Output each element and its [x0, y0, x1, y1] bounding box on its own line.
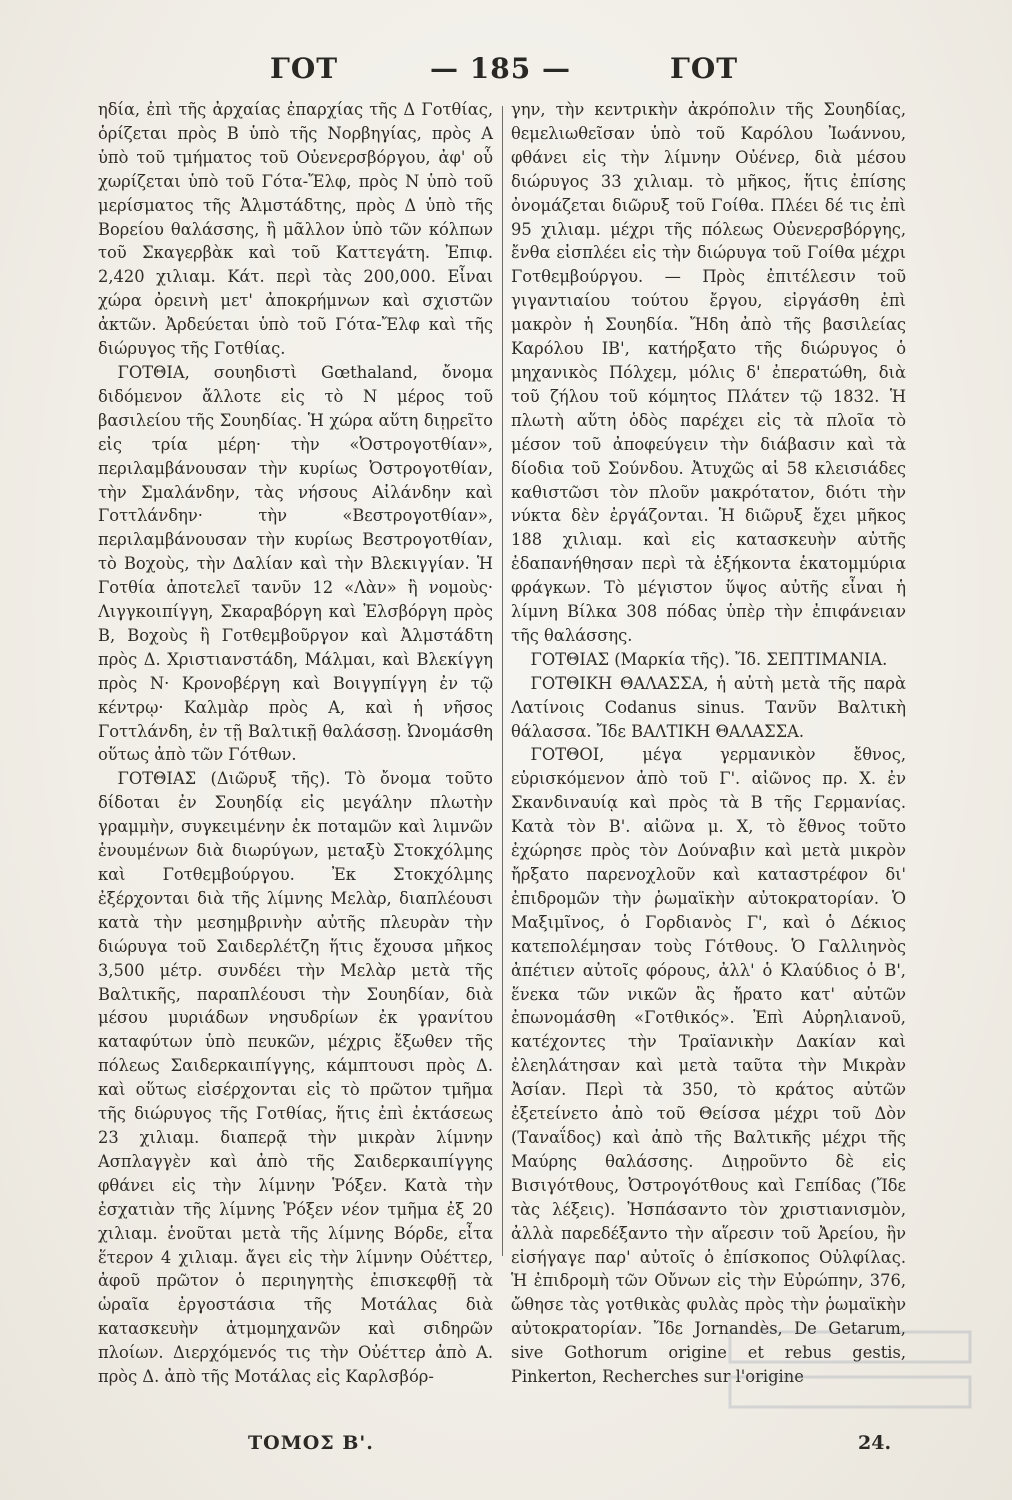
paragraph: ΓΟΤΘΙΚΗ ΘΑΛΑΣΣΑ, ἡ αὐτὴ μετὰ τῆς παρὰ Λατίνοις Codanus sinus. Τανῦν Βαλτικὴ θάλασσα. Ἴδε ΒΑΛΤΙΚΗ ΘΑΛΑΣΣΑ.	[511, 673, 906, 741]
header-left-keyword: ΓΟΤ	[270, 52, 339, 85]
paragraph: ΓΟΤΘΙΑΣ (Διῶρυξ τῆς). Τὸ ὄνομα τοῦτο δίδοται ἐν Σουηδίᾳ εἰς μεγάλην πλωτὴν γραμμὴν, συγκειμένην ἐκ ποταμῶν καὶ λιμνῶν ἑνουμένων διὰ διωρύγων, μεταξὺ Στοκχόλμης καὶ Γοτθεμβούργου. Ἐκ Στοκχόλμης ἐξέρχονται διὰ τῆς λίμνης Μελὰρ, διαπλέουσι κατὰ τὴν μεσημβρινὴν αὐτῆς πλευρὰν τὴν διώρυγα τοῦ Σαιδερλέτζη ἥτις ἔχουσα μῆκος 3,500 μέτρ. συνδέει τὴν Μελὰρ μετὰ τῆς Βαλτικῆς, παραπλέουσι τὴν Σουηδίαν, διὰ μέσου μυριάδων νησυδρίων ἐκ γρανίτου καταφύτων ὑπὸ πευκῶν, μέχρις ἔξωθεν τῆς πόλεως Σαιδερκαιπίγγης, κάμπτουσι πρὸς Δ. καὶ οὕτως εἰσέρχονται εἰς τὸ πρῶτον τμῆμα τῆς διώρυγος τῆς Γοτθίας, ἥτις ἐπὶ ἐκτάσεως 23 χιλιαμ. διαπερᾷ τὴν μικρὰν λίμνην Ασπλαγγὲν καὶ ἀπὸ τῆς Σαιδερκαιπίγγης φθάνει εἰς τὴν λίμνην Ῥόξεν. Κατὰ τὴν ἐσχατιὰν τῆς λίμνης Ῥόξεν νέον τμῆμα ἐξ 20 χιλιαμ. ἑνοῦται μετὰ τῆς λίμνης Βόρδε, εἶτα ἕτερον 4 χιλιαμ. ἄγει εἰς τὴν λίμνην Οὐέττερ, ἀφοῦ πρῶτον ὁ περιηγητὴς ἐπισκεφθῇ τὰ ὡραῖα ἐργοστάσια τῆς Μοτάλας διὰ κατασκευὴν ἀτμομηχανῶν καὶ σιδηρῶν πλοίων. Διερχόμενός τις τὴν Οὐέττερ ἀπὸ Α. πρὸς Δ. ἀπὸ τῆς Μοτάλας εἰς Καρλσβόρ-	[98, 769, 493, 1387]
page-number: — 185 —	[430, 52, 571, 85]
signature-mark: 24.	[858, 1432, 892, 1454]
right-column	[511, 98, 906, 1389]
column-divider	[502, 106, 503, 1256]
header-right-keyword: ΓΟΤ	[670, 52, 739, 85]
paragraph: ΓΟΤΘΙΑ, σουηδιστὶ Gœthaland, ὄνομα διδόμενον ἄλλοτε εἰς τὸ Ν μέρος τοῦ βασιλείου τῆς Σουηδίας. Ἡ χώρα αὕτη διῃρεῖτο εἰς τρία μέρη· τὴν «Ὀστρογοτθίαν», περιλαμβάνουσαν τὴν κυρίως Ὀστρογοτθίαν, τὴν Σμαλάνδην, τὰς νήσους Αἰλάνδην καὶ Γοττλάνδην· τὴν «Βεστρογοτθίαν», περιλαμβάνουσαν τὴν κυρίως Βεστρογοτθίαν, τὸ Βοχοὺς, τὴν Δαλίαν καὶ τὴν Βλεκιγγίαν. Ἡ Γοτθία ἀποτελεῖ τανῦν 12 «Λὰν» ἢ νομοὺς· Λιγγκοιπίγγη, Σκαραβόργη καὶ Ἐλσβόργη πρὸς Β, Βοχοὺς ἢ Γοτθεμβοῦργον καὶ Ἀλμστάδτη πρὸς Δ. Χριστιανστάδη, Μάλμαι, καὶ Βλεκίγγη πρὸς Ν· Κρονοβέργη καὶ Βοιγγπίγγη ἐν τῷ κέντρῳ· Καλμὰρ πρὸς Α, καὶ ἡ νῆσος Γοττλάνδη, ἐν τῇ Βαλτικῇ θαλάσσῃ. Ὠνομάσθη οὕτως ἀπὸ τῶν Γότθων.	[98, 362, 493, 765]
paragraph: ΓΟΤΘΙΑΣ (Μαρκία τῆς). Ἴδ. ΣΕΠΤΙΜΑΝΙΑ.	[530, 649, 888, 669]
paragraph: γην, τὴν κεντρικὴν ἀκρόπολιν τῆς Σουηδίας, θεμελιωθεῖσαν ὑπὸ τοῦ Καρόλου Ἰωάννου, φθάνει εἰς τὴν λίμνην Οὐένερ, διὰ μέσου διώρυγος 33 χιλιαμ. τὸ μῆκος, ἥτις ἐπίσης ὀνομάζεται διῶρυξ τοῦ Γοίθα. Πλέει δέ τις ἐπὶ 95 χιλιαμ. μέχρι τῆς πόλεως Οὐενερσβόργης, ἔνθα εἰσπλέει εἰς τὴν διώρυγα τοῦ Γοίθα μέχρι Γοτθεμβούργου. — Πρὸς ἐπιτέλεσιν τοῦ γιγαντιαίου τούτου ἔργου, εἰργάσθη ἐπὶ μακρὸν ἡ Σουηδία. Ἤδη ἀπὸ τῆς βασιλείας Καρόλου ΙΒ', κατήρξατο τῆς διώρυγος ὁ μηχανικὸς Πόλχεμ, μόλις δ' ἐπερατώθη, διὰ τοῦ ζήλου τοῦ κόμητος Πλάτεν τῷ 1832. Ἡ πλωτὴ αὕτη ὁδὸς παρέχει εἰς τὰ πλοῖα τὸ μέσον τοῦ ἀποφεύγειν τὴν διάβασιν καὶ τὰ δίοδια τοῦ Σούνδου. Ἀτυχῶς αἱ 58 κλεισιάδες καθιστῶσι τὸν πλοῦν μακρότατον, διότι τὴν νύκτα δὲν ἐργάζονται. Ἡ διῶρυξ ἔχει μῆκος 188 χιλιαμ. καὶ εἰς κατασκευὴν αὐτῆς ἐδαπανήθησαν περὶ τὰ ἑξήκοντα ἑκατομμύρια φράγκων. Τὸ μέγιστον ὕψος αὐτῆς εἶναι ἡ λίμνη Βίλκα 308 πόδας ὑπὲρ τὴν ἐπιφάνειαν τῆς θαλάσσης.	[511, 100, 906, 645]
paragraph: ηδία, ἐπὶ τῆς ἀρχαίας ἐπαρχίας τῆς Δ Γοτθίας, ὁρίζεται πρὸς Β ὑπὸ τῆς Νορβηγίας, πρὸς Α ὑπὸ τοῦ τμήματος τοῦ Οὐενερσβόργου, ἀφ' οὗ χωρίζεται ὑπὸ τοῦ Γότα-Ἔλφ, πρὸς Ν ὑπὸ τοῦ μερίσματος τῆς Ἀλμστάδτης, πρὸς Δ ὑπὸ τῆς Βορείου θαλάσσης, ἢ μᾶλλον ὑπὸ τῶν κόλπων τοῦ Σκαγερβὰκ καὶ τοῦ Καττεγάτη. Ἐπιφ. 2,420 χιλιαμ. Κάτ. περὶ τὰς 200,000. Εἶναι χώρα ὀρεινὴ μετ' ἀποκρήμνων καὶ σχιστῶν ἀκτῶν. Ἀρδεύεται ὑπὸ τοῦ Γότα-Ἔλφ καὶ τῆς διώρυγος τῆς Γοτθίας.	[98, 100, 493, 359]
page-header	[100, 52, 920, 92]
volume-label: ΤΟΜΟΣ Β'.	[248, 1432, 374, 1454]
left-column	[98, 98, 493, 1389]
paragraph: ΓΟΤΘΟΙ, μέγα γερμανικὸν ἔθνος, εὑρισκόμενον ἀπὸ τοῦ Γ'. αἰῶνος πρ. Χ. ἐν Σκανδιναυίᾳ καὶ πρὸς τὰ Β τῆς Γερμανίας. Κατὰ τὸν Β'. αἰῶνα μ. Χ, τὸ ἔθνος τοῦτο ἐχώρησε πρὸς τὸν Δούναβιν καὶ μετὰ μικρὸν ἤρξατο παρενοχλοῦν καὶ καταστρέφον δι' ἐπιδρομῶν τὴν ῥωμαϊκὴν αὐτοκρατορίαν. Ὁ Μαξιμῖνος, ὁ Γορδιανὸς Γ', καὶ ὁ Δέκιος κατεπολέμησαν τοὺς Γότθους. Ὁ Γαλλιηνὸς ἀπέτιεν αὐτοῖς φόρους, ἀλλ' ὁ Κλαύδιος ὁ Β', ἕνεκα τῶν νικῶν ἃς ἤρατο κατ' αὐτῶν ἐπωνομάσθη «Γοτθικός». Ἐπὶ Αὐρηλιανοῦ, κατέχοντες τὴν Τραϊανικὴν Δακίαν καὶ ἐλεηλάτησαν καὶ μετὰ ταῦτα τὴν Μικρὰν Ἀσίαν. Περὶ τὰ 350, τὸ κράτος αὐτῶν ἐξετείνετο ἀπὸ τοῦ Θείσσα μέχρι τοῦ Δὸν (Ταναΐδος) καὶ ἀπὸ τῆς Βαλτικῆς μέχρι τῆς Μαύρης θαλάσσης. Διῃροῦντο δὲ εἰς Βισιγότθους, Ὀστρογότθους καὶ Γεπίδας (Ἴδε τὰς λέξεις). Ἠσπάσαντο τὸν χριστιανισμὸν, ἀλλὰ παρεδέξαντο τὴν αἵρεσιν τοῦ Ἀρείου, ἣν εἰσήγαγε παρ' αὐτοῖς ὁ ἐπίσκοπος Οὐλφίλας. Ἡ ἐπιδρομὴ τῶν Οὔνων εἰς τὴν Εὐρώπην, 376, ὤθησε τὰς γοτθικὰς φυλὰς πρὸς τὴν ῥωμαϊκὴν αὐτοκρατορίαν. Ἴδε Jornandès, De Getarum, sive Gothorum origine et rebus gestis, Pinkerton, Recherches sur l'origine	[511, 745, 906, 1387]
